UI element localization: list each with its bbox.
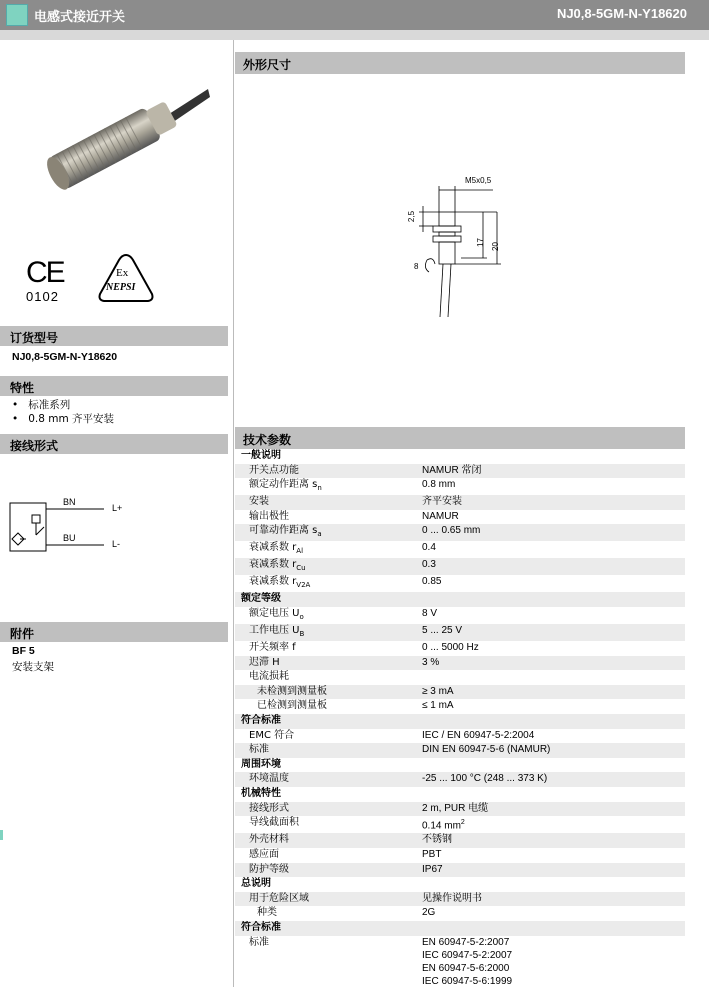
spec-label-text: 衰减系数 r xyxy=(249,559,297,571)
accessories-heading: 附件 xyxy=(0,622,228,642)
accessory-desc: 安装支架 xyxy=(12,661,54,673)
spec-value xyxy=(416,802,685,817)
spec-label-text: 外壳材料 xyxy=(249,834,289,846)
spec-label xyxy=(235,699,416,714)
spec-value xyxy=(416,936,685,987)
spec-value xyxy=(416,478,685,495)
spec-label-text: 种类 xyxy=(257,907,277,919)
spec-label xyxy=(235,541,416,558)
spec-row xyxy=(235,699,685,714)
spec-group-row xyxy=(235,758,685,773)
spec-label xyxy=(235,464,416,479)
spec-value-text: 3 % xyxy=(422,656,440,668)
header-bar xyxy=(0,0,709,30)
spec-group-row xyxy=(235,877,685,892)
spec-row xyxy=(235,936,685,987)
spec-row xyxy=(235,833,685,848)
spec-value-text: PBT xyxy=(422,849,442,861)
spec-label xyxy=(235,863,416,878)
tech-heading: 技术参数 xyxy=(235,427,685,449)
spec-label-subscript: Al xyxy=(296,547,304,556)
spec-label-subscript: a xyxy=(317,530,322,539)
model-number: NJ0,8-5GM-N-Y18620 xyxy=(556,6,687,21)
spec-label-text: 衰减系数 r xyxy=(249,576,297,588)
spec-value-text: 2 m, PUR 电缆 xyxy=(422,802,489,814)
wire-bu-label: BU xyxy=(63,533,76,543)
spec-label xyxy=(235,524,416,541)
header-subbar xyxy=(0,30,709,40)
spec-row xyxy=(235,495,685,510)
spec-label xyxy=(235,892,416,907)
spec-group-label: 机械特性 xyxy=(241,787,281,799)
spec-label xyxy=(235,833,416,848)
spec-label xyxy=(235,772,416,787)
spec-label-text: 导线截面积 xyxy=(249,817,299,829)
spec-label-text: 防护等级 xyxy=(249,863,289,875)
spec-label xyxy=(235,607,416,624)
spec-label-text: 未检测到测量板 xyxy=(257,685,327,697)
order-value: NJ0,8-5GM-N-Y18620 xyxy=(12,351,118,363)
spec-group-row xyxy=(235,714,685,729)
spec-label-subscript: B xyxy=(299,629,305,638)
column-divider xyxy=(233,40,234,987)
spec-row xyxy=(235,743,685,758)
spec-value-text: 0 ... 5000 Hz xyxy=(422,641,479,653)
spec-label-subscript: o xyxy=(299,612,304,621)
spec-value xyxy=(416,699,685,714)
spec-value-line: EN 60947-5-2:2007 xyxy=(422,936,510,948)
spec-value-text: 0.3 xyxy=(422,559,436,571)
spec-label-text: 开关点功能 xyxy=(249,464,299,476)
spec-value xyxy=(416,816,685,833)
spec-value xyxy=(416,607,685,624)
spec-value xyxy=(416,495,685,510)
spec-row xyxy=(235,892,685,907)
spec-value-line: IEC 60947-5-6:1999 xyxy=(422,975,513,987)
spec-value-text: 8 V xyxy=(422,607,438,619)
brand-square-icon xyxy=(6,4,28,26)
wire-lplus-label: L+ xyxy=(112,503,123,513)
ce-symbol: CE xyxy=(26,256,64,289)
spec-group-label: 额定等级 xyxy=(235,592,685,607)
spec-row xyxy=(235,510,685,525)
spec-value xyxy=(416,863,685,878)
spec-label-text: 迟滞 H xyxy=(249,656,280,668)
spec-value xyxy=(416,624,685,641)
spec-value-text: 2G xyxy=(422,907,436,919)
spec-row xyxy=(235,816,685,833)
spec-label-text: 感应面 xyxy=(249,849,279,861)
dim-thread-label: M5x0,5 xyxy=(465,176,492,185)
spec-row xyxy=(235,656,685,671)
spec-row xyxy=(235,729,685,744)
spec-row xyxy=(235,541,685,558)
spec-value xyxy=(416,656,685,671)
dimensions-heading: 外形尺寸 xyxy=(235,52,685,74)
spec-value xyxy=(416,906,685,921)
spec-label xyxy=(235,685,416,700)
spec-row xyxy=(235,524,685,541)
order-heading: 订货型号 xyxy=(0,326,228,346)
ce-mark xyxy=(26,258,76,303)
spec-row xyxy=(235,607,685,624)
spec-label xyxy=(235,743,416,758)
spec-row xyxy=(235,558,685,575)
spec-value xyxy=(416,848,685,863)
spec-label-text: 输出极性 xyxy=(249,510,289,522)
spec-group-label: 符合标准 xyxy=(235,921,685,936)
spec-value xyxy=(416,558,685,575)
spec-table xyxy=(235,449,685,987)
spec-value xyxy=(416,641,685,656)
spec-row xyxy=(235,848,685,863)
spec-label xyxy=(235,936,416,987)
spec-label xyxy=(235,495,416,510)
spec-label xyxy=(235,802,416,817)
spec-row xyxy=(235,772,685,787)
spec-label-text: 开关频率 f xyxy=(249,641,296,653)
features-heading: 特性 xyxy=(0,376,228,396)
spec-group-row xyxy=(235,449,685,464)
spec-value xyxy=(416,892,685,907)
spec-label xyxy=(235,478,416,495)
spec-value-text: DIN EN 60947-5-6 (NAMUR) xyxy=(422,744,551,756)
spec-group-label: 符合标准 xyxy=(235,714,685,729)
spec-label-text: 额定电压 U xyxy=(249,607,300,619)
spec-label-text: 工作电压 U xyxy=(249,624,300,636)
spec-label-subscript: V2A xyxy=(296,581,311,590)
spec-value xyxy=(416,743,685,758)
spec-value-text: IEC / EN 60947-5-2:2004 xyxy=(422,729,535,741)
spec-group-row xyxy=(235,921,685,936)
spec-label-text: 已检测到测量板 xyxy=(257,700,327,712)
spec-value-text: NAMUR 常闭 xyxy=(422,464,482,476)
spec-value xyxy=(416,833,685,848)
dim-25-label: 2,5 xyxy=(407,210,417,223)
dim-17-label: 17 xyxy=(475,238,485,247)
spec-label xyxy=(235,641,416,656)
ex-top-text: Ex xyxy=(116,267,129,279)
spec-value-text: ≥ 3 mA xyxy=(422,685,454,697)
spec-value xyxy=(416,685,685,700)
spec-label-text: 额定动作距离 s xyxy=(249,479,318,491)
dim-20-label: 20 xyxy=(490,242,500,251)
ex-bottom-text: NEPSI xyxy=(106,282,136,293)
spec-label-text: 衰减系数 r xyxy=(249,542,297,554)
spec-label xyxy=(235,816,416,833)
spec-label-text: 标准 xyxy=(249,744,269,756)
spec-label xyxy=(235,729,416,744)
spec-label xyxy=(235,510,416,525)
sensor-product-image xyxy=(30,75,210,225)
feature-item: • 0.8 mm 齐平安装 xyxy=(12,413,115,425)
spec-row xyxy=(235,464,685,479)
wire-lminus-label: L- xyxy=(112,539,121,549)
spec-row xyxy=(235,863,685,878)
spec-row xyxy=(235,478,685,495)
dim-8-label: 8 xyxy=(414,262,419,271)
feature-item-label: 标准系列 xyxy=(28,399,71,411)
spec-label xyxy=(235,670,416,685)
spec-label-text: 标准 xyxy=(249,936,269,948)
ex-nepsi-mark xyxy=(96,252,156,304)
spec-label xyxy=(235,848,416,863)
spec-label xyxy=(235,575,416,592)
spec-value xyxy=(416,772,685,787)
spec-value xyxy=(416,575,685,592)
spec-label-text: 可靠动作距离 s xyxy=(249,525,318,537)
spec-value xyxy=(416,670,685,685)
wiring-diagram xyxy=(8,495,148,557)
spec-value-text: NAMUR xyxy=(422,510,459,522)
spec-value xyxy=(416,524,685,541)
spec-value-text: -25 ... 100 °C (248 ... 373 K) xyxy=(422,773,548,785)
spec-label xyxy=(235,624,416,641)
spec-label-text: 接线形式 xyxy=(249,802,289,814)
spec-value xyxy=(416,510,685,525)
edge-marker xyxy=(0,830,3,840)
wire-bn-label: BN xyxy=(63,497,76,507)
spec-value-text: 0.8 mm xyxy=(422,479,456,491)
spec-label-text: 环境温度 xyxy=(249,773,289,785)
spec-value xyxy=(416,541,685,558)
spec-row xyxy=(235,670,685,685)
spec-group-row xyxy=(235,592,685,607)
spec-value-text: 0.14 mm xyxy=(422,820,461,832)
spec-label-text: 用于危险区域 xyxy=(249,892,309,904)
spec-label-text: EMC 符合 xyxy=(249,729,295,741)
spec-label-subscript: Cu xyxy=(296,564,306,573)
spec-value-text: 齐平安装 xyxy=(422,496,462,508)
wiring-heading: 接线形式 xyxy=(0,434,228,454)
spec-label xyxy=(235,906,416,921)
spec-value-text: 0 ... 0.65 mm xyxy=(422,525,481,537)
spec-value-text: 见操作说明书 xyxy=(422,892,482,904)
page-title: 电感式接近开关 xyxy=(34,10,126,25)
spec-value-text: 不锈钢 xyxy=(422,834,452,846)
spec-label xyxy=(235,656,416,671)
spec-group-row xyxy=(235,787,685,802)
spec-row xyxy=(235,802,685,817)
spec-value-text: IP67 xyxy=(422,863,443,875)
spec-value-line: EN 60947-5-6:2000 xyxy=(422,962,510,974)
spec-value-text: ≤ 1 mA xyxy=(422,700,454,712)
spec-row xyxy=(235,685,685,700)
spec-value-text: 0.85 xyxy=(422,576,442,588)
spec-label xyxy=(235,558,416,575)
spec-row xyxy=(235,624,685,641)
spec-value-text: 5 ... 25 V xyxy=(422,624,463,636)
spec-value-superscript: 2 xyxy=(460,819,465,827)
feature-item: • 标准系列 xyxy=(12,399,71,411)
feature-item-label: 0.8 mm 齐平安装 xyxy=(28,413,115,425)
spec-label-text: 安装 xyxy=(249,496,269,508)
spec-row xyxy=(235,641,685,656)
spec-label-subscript: n xyxy=(317,484,322,493)
spec-value-text: 0.4 xyxy=(422,542,436,554)
spec-group-label: 一般说明 xyxy=(241,450,281,461)
spec-group-label: 总说明 xyxy=(241,878,271,890)
spec-value xyxy=(416,729,685,744)
spec-label-text: 电流损耗 xyxy=(249,671,289,683)
spec-row xyxy=(235,906,685,921)
spec-group-label: 周围环境 xyxy=(241,758,281,770)
ce-number: 0102 xyxy=(26,289,59,304)
spec-value-line: IEC 60947-5-2:2007 xyxy=(422,949,513,961)
accessory-name: BF 5 xyxy=(12,645,35,657)
spec-row xyxy=(235,575,685,592)
spec-value xyxy=(416,464,685,479)
